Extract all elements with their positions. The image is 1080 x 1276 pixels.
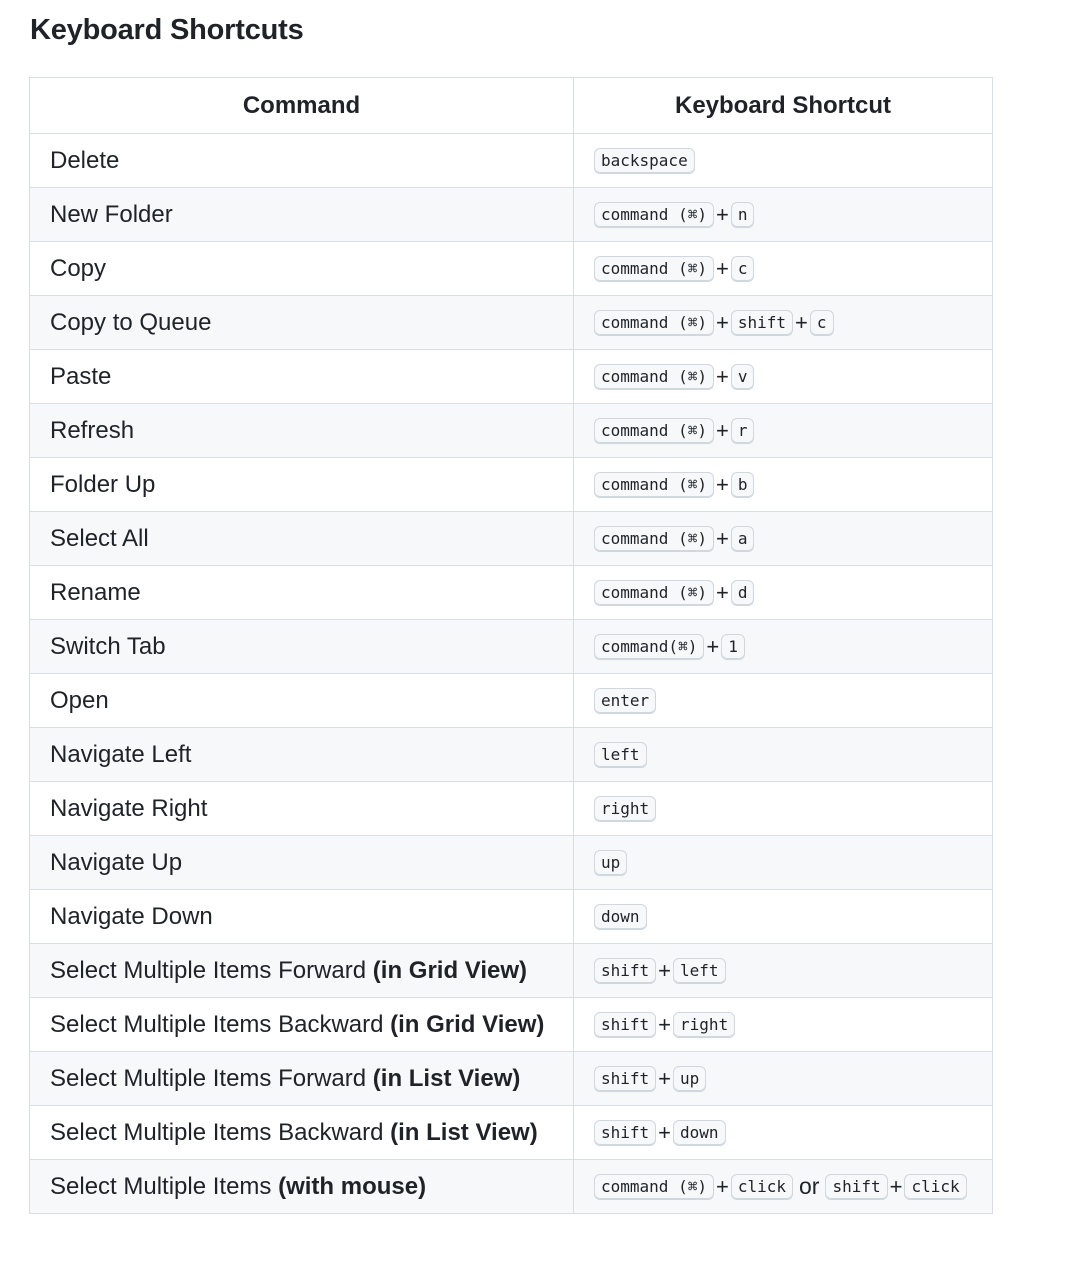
header-command: Command <box>30 78 574 134</box>
command-cell <box>30 1052 574 1106</box>
key-badge: shift <box>825 1174 887 1200</box>
command-cell <box>30 1160 574 1214</box>
key-badge: backspace <box>594 148 695 174</box>
key-badge: r <box>731 418 755 444</box>
command-label: Paste <box>50 362 112 390</box>
shortcut-cell <box>574 782 993 836</box>
table-row <box>30 134 993 188</box>
key-badge: command (⌘) <box>594 310 714 336</box>
shortcut-cell <box>574 836 993 890</box>
key-badge: n <box>731 202 755 228</box>
key-badge: c <box>810 310 834 336</box>
key-badge: command (⌘) <box>594 526 714 552</box>
key-badge: shift <box>731 310 793 336</box>
shortcut-cell <box>574 1106 993 1160</box>
key-badge: command (⌘) <box>594 418 714 444</box>
table-row <box>30 1160 993 1214</box>
shortcut-cell <box>574 1052 993 1106</box>
key-badge: right <box>594 796 656 822</box>
shortcut-cell <box>574 134 993 188</box>
key-badge: up <box>594 850 627 876</box>
command-qualifier: (with mouse) <box>278 1172 427 1200</box>
plus-separator: + <box>889 1173 903 1199</box>
key-badge: command (⌘) <box>594 472 714 498</box>
or-separator: or <box>799 1173 820 1199</box>
key-badge: command(⌘) <box>594 634 704 660</box>
command-label: New Folder <box>50 200 173 228</box>
key-badge: shift <box>594 958 656 984</box>
shortcut-cell <box>574 890 993 944</box>
plus-separator: + <box>658 1011 672 1037</box>
command-cell <box>30 242 574 296</box>
command-qualifier: (in List View) <box>372 1064 521 1092</box>
key-badge: a <box>731 526 755 552</box>
shortcut-cell <box>574 998 993 1052</box>
command-label: Delete <box>50 146 120 174</box>
command-cell <box>30 404 574 458</box>
table-row <box>30 296 993 350</box>
command-label: Navigate Right <box>50 794 208 822</box>
command-cell <box>30 944 574 998</box>
shortcut-cell <box>574 728 993 782</box>
table-row <box>30 836 993 890</box>
plus-separator: + <box>795 309 808 335</box>
shortcut-cell <box>574 458 993 512</box>
table-row <box>30 242 993 296</box>
shortcut-cell <box>574 620 993 674</box>
command-label: Refresh <box>50 416 135 444</box>
plus-separator: + <box>715 255 729 281</box>
command-label: Navigate Up <box>50 848 183 876</box>
command-label: Copy to Queue <box>50 308 212 336</box>
key-badge: up <box>673 1066 706 1092</box>
key-badge: down <box>673 1120 726 1146</box>
shortcut-cell <box>574 242 993 296</box>
command-label: Select Multiple Items Backward <box>50 1118 384 1146</box>
shortcut-cell <box>574 512 993 566</box>
command-cell <box>30 134 574 188</box>
table-body <box>30 134 993 1214</box>
key-badge: command (⌘) <box>594 202 714 228</box>
plus-separator: + <box>658 957 672 983</box>
command-cell <box>30 890 574 944</box>
table-row <box>30 1052 993 1106</box>
table-row <box>30 512 993 566</box>
plus-separator: + <box>715 417 729 443</box>
command-label: Select Multiple Items <box>50 1172 272 1200</box>
command-cell <box>30 188 574 242</box>
command-label: Open <box>50 686 109 714</box>
command-label: Select Multiple Items Forward <box>50 1064 367 1092</box>
table-row <box>30 620 993 674</box>
header-keyboard-shortcut: Keyboard Shortcut <box>574 78 993 134</box>
key-badge: c <box>731 256 755 282</box>
plus-separator: + <box>706 633 720 659</box>
table-row <box>30 566 993 620</box>
command-cell <box>30 458 574 512</box>
command-label: Select Multiple Items Backward <box>50 1010 384 1038</box>
shortcut-cell <box>574 404 993 458</box>
key-badge: d <box>731 580 755 606</box>
table-row <box>30 404 993 458</box>
command-label: Folder Up <box>50 470 156 498</box>
shortcut-cell <box>574 1160 993 1214</box>
plus-separator: + <box>715 525 729 551</box>
command-label: Switch Tab <box>50 632 166 660</box>
shortcut-cell <box>574 944 993 998</box>
key-badge: command (⌘) <box>594 364 714 390</box>
key-badge: command (⌘) <box>594 256 714 282</box>
command-label: Copy <box>50 254 107 282</box>
command-label: Select Multiple Items Forward <box>50 956 367 984</box>
table-row <box>30 188 993 242</box>
table-header-row <box>30 78 993 134</box>
key-badge: command (⌘) <box>594 1174 714 1200</box>
table-row <box>30 674 993 728</box>
command-label: Select All <box>50 524 149 552</box>
command-qualifier: (in List View) <box>390 1118 538 1146</box>
shortcut-cell <box>574 350 993 404</box>
key-badge: left <box>673 958 726 984</box>
plus-separator: + <box>715 309 729 335</box>
table-row <box>30 890 993 944</box>
plus-separator: + <box>658 1119 672 1145</box>
plus-separator: + <box>715 363 729 389</box>
table-row <box>30 782 993 836</box>
command-cell <box>30 782 574 836</box>
key-badge: click <box>904 1174 966 1200</box>
shortcut-cell <box>574 296 993 350</box>
key-badge: shift <box>594 1012 656 1038</box>
command-label: Navigate Left <box>50 740 192 768</box>
command-cell <box>30 836 574 890</box>
command-cell <box>30 674 574 728</box>
command-label: Navigate Down <box>50 902 213 930</box>
key-badge: shift <box>594 1066 656 1092</box>
shortcuts-table <box>29 77 993 1214</box>
key-badge: 1 <box>721 634 745 660</box>
plus-separator: + <box>715 1173 729 1199</box>
key-badge: v <box>731 364 755 390</box>
table-row <box>30 998 993 1052</box>
command-cell <box>30 1106 574 1160</box>
key-badge: down <box>594 904 647 930</box>
command-cell <box>30 296 574 350</box>
command-label: Rename <box>50 578 141 606</box>
command-cell <box>30 566 574 620</box>
table-row <box>30 1106 993 1160</box>
plus-separator: + <box>658 1065 672 1091</box>
table-row <box>30 944 993 998</box>
command-cell <box>30 998 574 1052</box>
key-badge: b <box>731 472 755 498</box>
table-row <box>30 350 993 404</box>
shortcut-cell <box>574 188 993 242</box>
key-badge: enter <box>594 688 656 714</box>
page-title: Keyboard Shortcuts <box>30 14 304 46</box>
key-badge: shift <box>594 1120 656 1146</box>
command-qualifier: (in Grid View) <box>372 956 528 984</box>
command-cell <box>30 620 574 674</box>
command-cell <box>30 350 574 404</box>
table-row <box>30 728 993 782</box>
plus-separator: + <box>715 201 729 227</box>
shortcut-cell <box>574 566 993 620</box>
key-badge: right <box>673 1012 735 1038</box>
table-row <box>30 458 993 512</box>
plus-separator: + <box>715 579 729 605</box>
command-cell <box>30 728 574 782</box>
plus-separator: + <box>715 471 729 497</box>
command-cell <box>30 512 574 566</box>
key-badge: command (⌘) <box>594 580 714 606</box>
key-badge: click <box>731 1174 793 1200</box>
shortcut-cell <box>574 674 993 728</box>
key-badge: left <box>594 742 647 768</box>
command-qualifier: (in Grid View) <box>390 1010 545 1038</box>
